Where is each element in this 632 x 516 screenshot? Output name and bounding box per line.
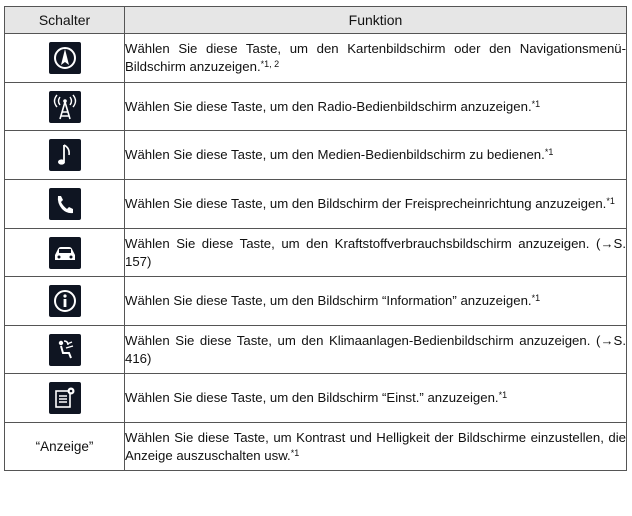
row-text: Wählen Sie diese Taste, um den Bildschirm “Information” anzuzeigen. <box>125 293 532 308</box>
table-header-row <box>5 7 627 34</box>
row-text: Wählen Sie diese Taste, um den Kartenbildschirm oder den Navigationsmenü-Bildschirm anzuzeigen. <box>125 41 626 74</box>
phone-icon <box>49 188 81 220</box>
header-switch: Schalter <box>5 7 125 34</box>
table-row <box>5 326 627 374</box>
table-row <box>5 180 627 229</box>
footnote: *1, 2 <box>260 59 280 69</box>
row-text: Wählen Sie diese Taste, um Kontrast und Helligkeit der Bildschirme einzustellen, die Anzeige auszuschalten usw. <box>125 429 626 463</box>
info-icon <box>49 285 81 317</box>
row-text: Wählen Sie diese Taste, um den Medien-Bedienbildschirm zu bedienen. <box>125 147 545 162</box>
climate-icon <box>49 334 81 366</box>
footnote: *1 <box>531 293 541 303</box>
row-text: Wählen Sie diese Taste, um den Bildschirm “Einst.” anzuzeigen. <box>125 390 499 405</box>
display-button-label: “Anzeige” <box>5 423 125 471</box>
music-note-icon <box>49 139 81 171</box>
row-text: Wählen Sie diese Taste, um den Bildschirm der Freisprecheinrichtung anzuzeigen. <box>125 196 607 211</box>
header-function: Funktion <box>125 7 627 34</box>
radio-tower-icon <box>49 91 81 123</box>
table-row <box>5 374 627 423</box>
car-icon <box>49 237 81 269</box>
table-row <box>5 34 627 83</box>
table-row <box>5 423 627 471</box>
footnote: *1 <box>544 147 554 157</box>
settings-icon <box>49 382 81 414</box>
table-row <box>5 229 627 277</box>
footnote: *1 <box>606 196 615 206</box>
row-text: Wählen Sie diese Taste, um den Klimaanlagen-Bedienbildschirm anzuzeigen. (→S. 416) <box>125 332 626 366</box>
footnote: *1 <box>290 447 300 458</box>
footnote: *1 <box>498 390 508 400</box>
table-row <box>5 131 627 180</box>
row-text: Wählen Sie diese Taste, um den Kraftstoffverbrauchsbildschirm anzuzeigen. (→S. 157) <box>125 235 626 269</box>
table-row <box>5 83 627 131</box>
table-row <box>5 277 627 326</box>
function-table <box>4 6 627 471</box>
navigation-icon <box>49 42 81 74</box>
row-text: Wählen Sie diese Taste, um den Radio-Bedienbildschirm anzuzeigen. <box>125 98 532 114</box>
footnote: *1 <box>531 98 541 109</box>
